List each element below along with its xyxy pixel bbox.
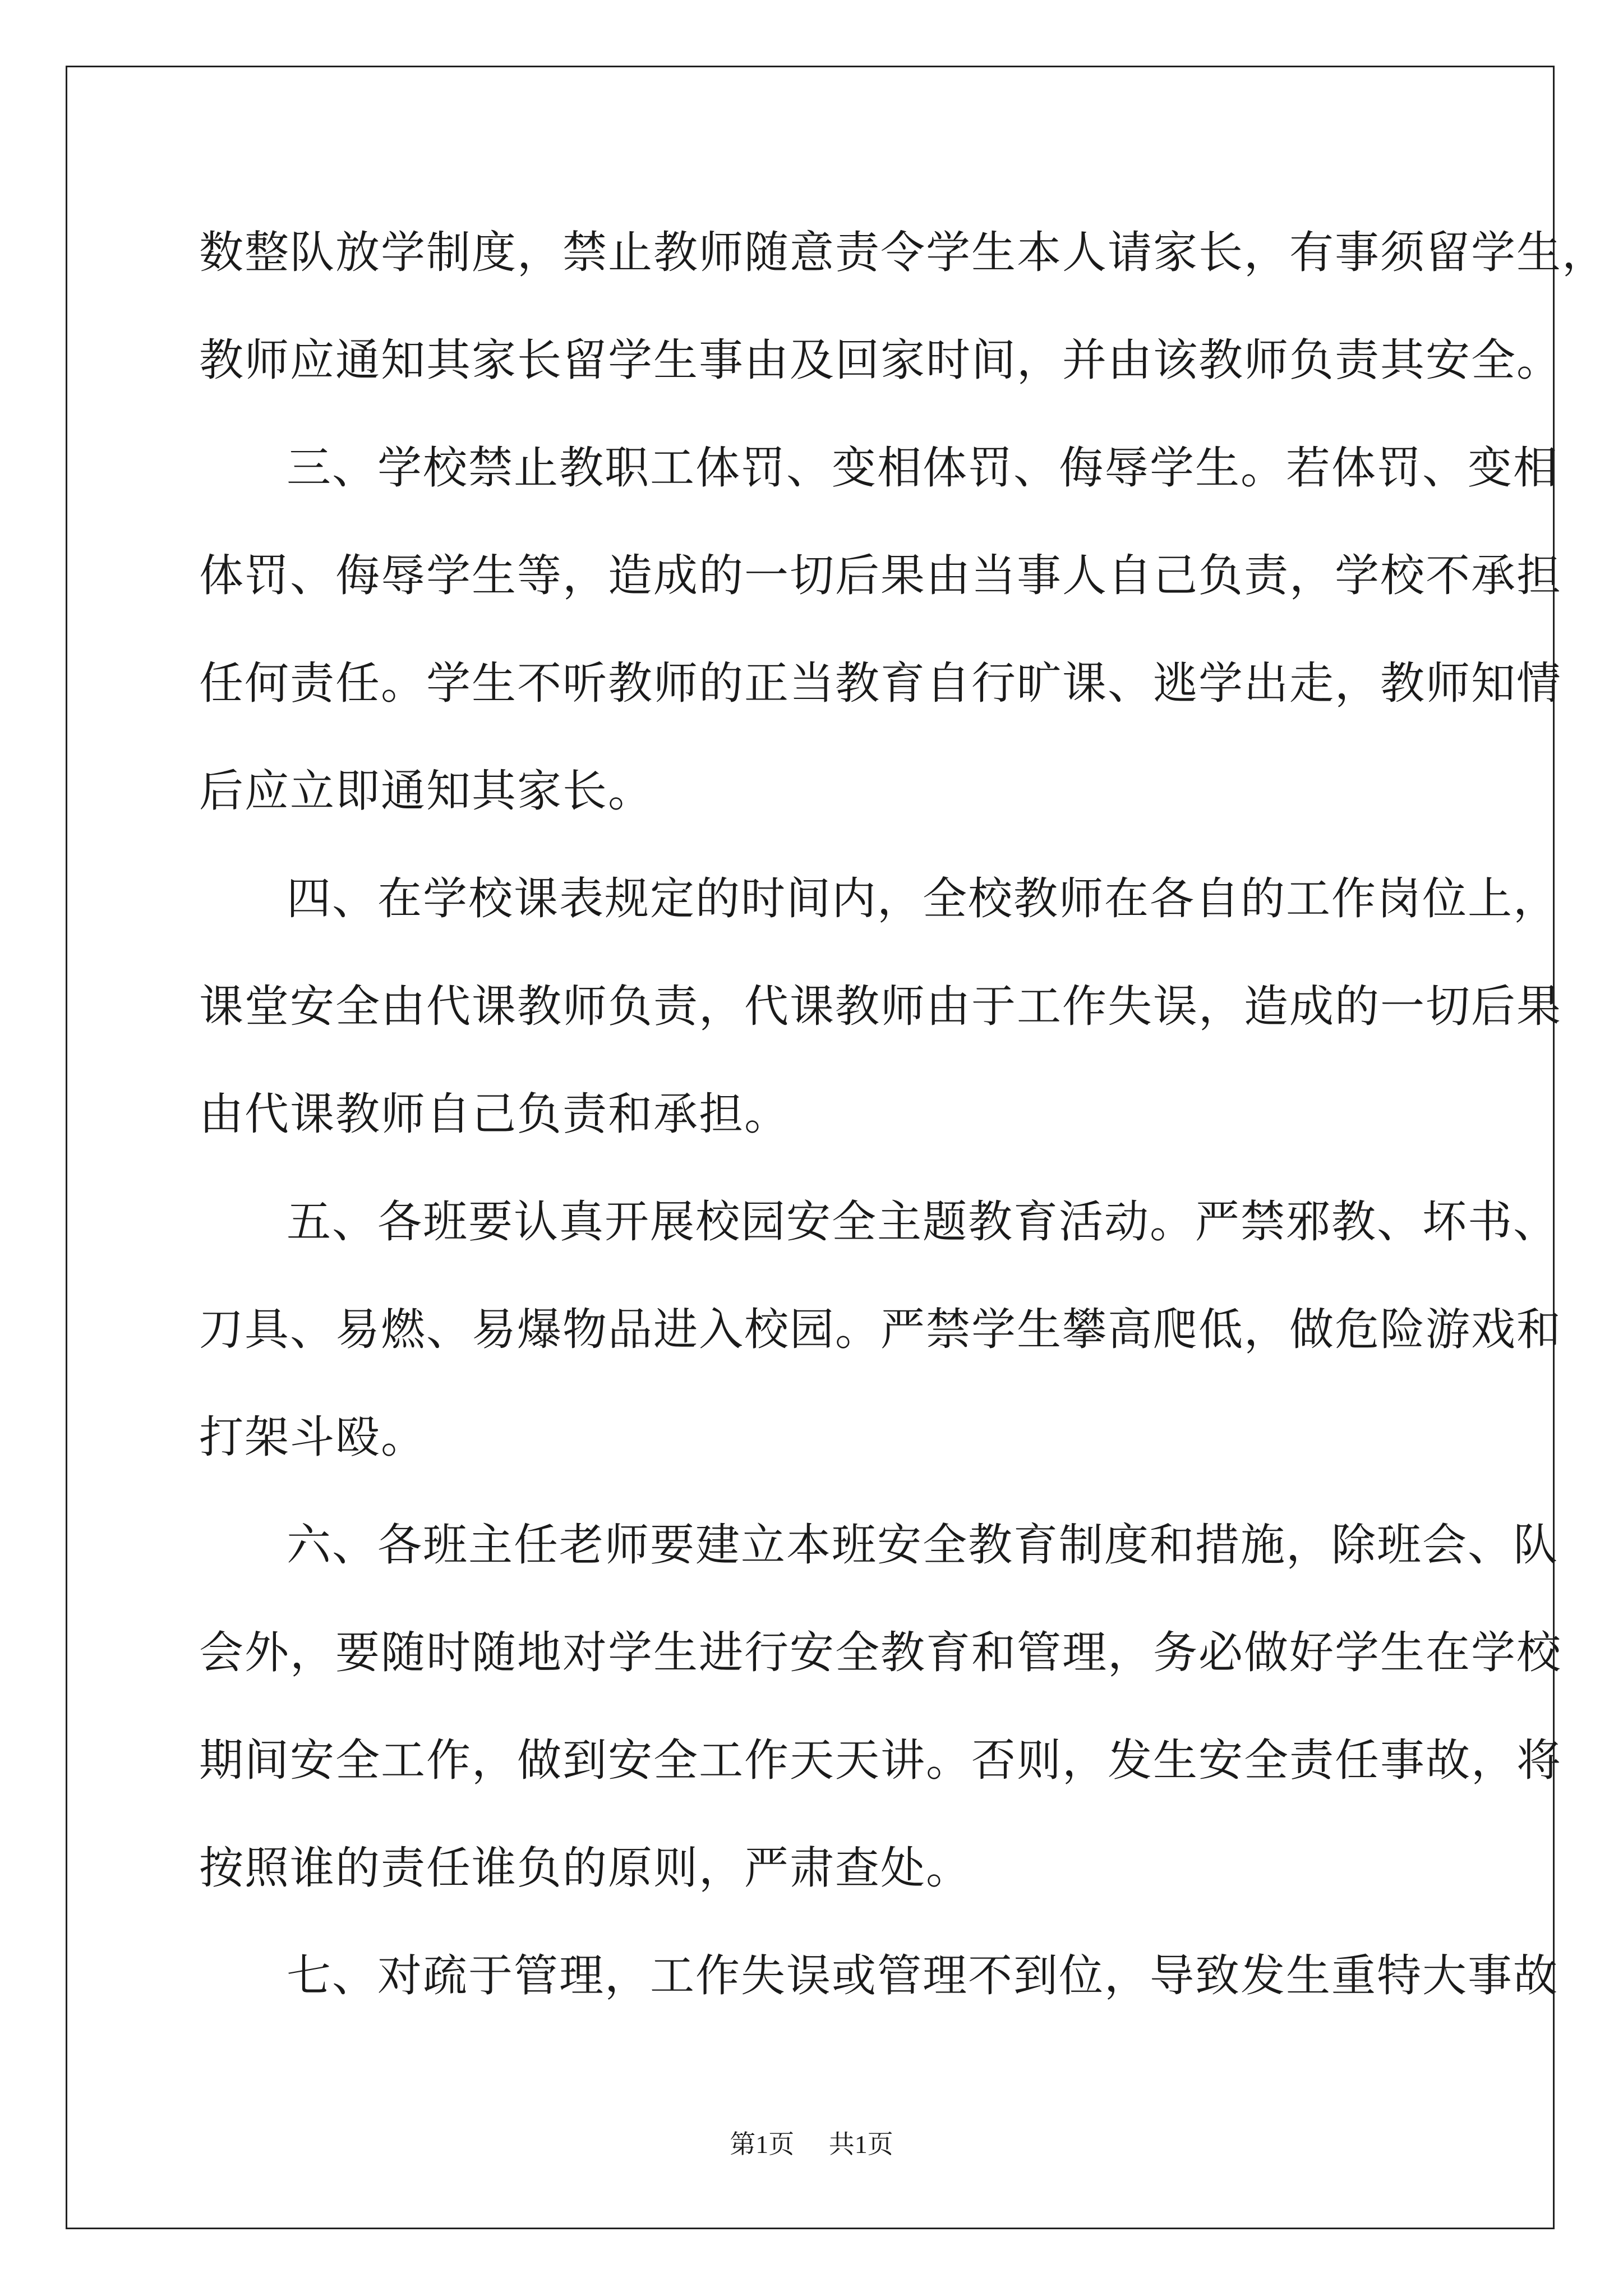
text-line: 六、各班主任老师要建立本班安全教育制度和措施，除班会、队 bbox=[287, 1519, 1559, 1571]
page-total: 共1页 bbox=[828, 2130, 893, 2159]
text-line: 由代课教师自己负责和承担。 bbox=[199, 1088, 790, 1140]
text-line: 三、学校禁止教职工体罚、变相体罚、侮辱学生。若体罚、变相 bbox=[287, 442, 1559, 494]
text-line: 五、各班要认真开展校园安全主题教育活动。严禁邪教、坏书、 bbox=[287, 1196, 1559, 1248]
document-body bbox=[199, 222, 1607, 2053]
text-line: 打架斗殴。 bbox=[199, 1411, 426, 1463]
text-line: 四、在学校课表规定的时间内，全校教师在各自的工作岗位上， bbox=[287, 873, 1559, 924]
text-line: 教师应通知其家长留学生事由及回家时间，并由该教师负责其安全。 bbox=[199, 334, 1562, 386]
text-line: 体罚、侮辱学生等，造成的一切后果由当事人自己负责，学校不承担 bbox=[199, 550, 1562, 601]
text-line: 期间安全工作，做到安全工作天天讲。否则，发生安全责任事故，将 bbox=[199, 1734, 1562, 1786]
text-line: 按照谁的责任谁负的原则，严肃查处。 bbox=[199, 1842, 971, 1894]
text-line: 课堂安全由代课教师负责，代课教师由于工作失误，造成的一切后果 bbox=[199, 981, 1562, 1032]
text-line: 后应立即通知其家长。 bbox=[199, 765, 653, 817]
page-footer bbox=[0, 2124, 1623, 2161]
page-number: 第1页 bbox=[730, 2130, 795, 2159]
text-line: 七、对疏于管理，工作失误或管理不到位，导致发生重特大事故 bbox=[287, 1950, 1559, 2001]
text-line: 会外，要随时随地对学生进行安全教育和管理，务必做好学生在学校 bbox=[199, 1627, 1562, 1678]
text-line: 任何责任。学生不听教师的正当教育自行旷课、逃学出走，教师知情 bbox=[199, 657, 1562, 709]
text-line: 刀具、易燃、易爆物品进入校园。严禁学生攀高爬低，做危险游戏和 bbox=[199, 1304, 1562, 1355]
text-line: 数整队放学制度，禁止教师随意责令学生本人请家长，有事须留学生， bbox=[199, 227, 1607, 278]
